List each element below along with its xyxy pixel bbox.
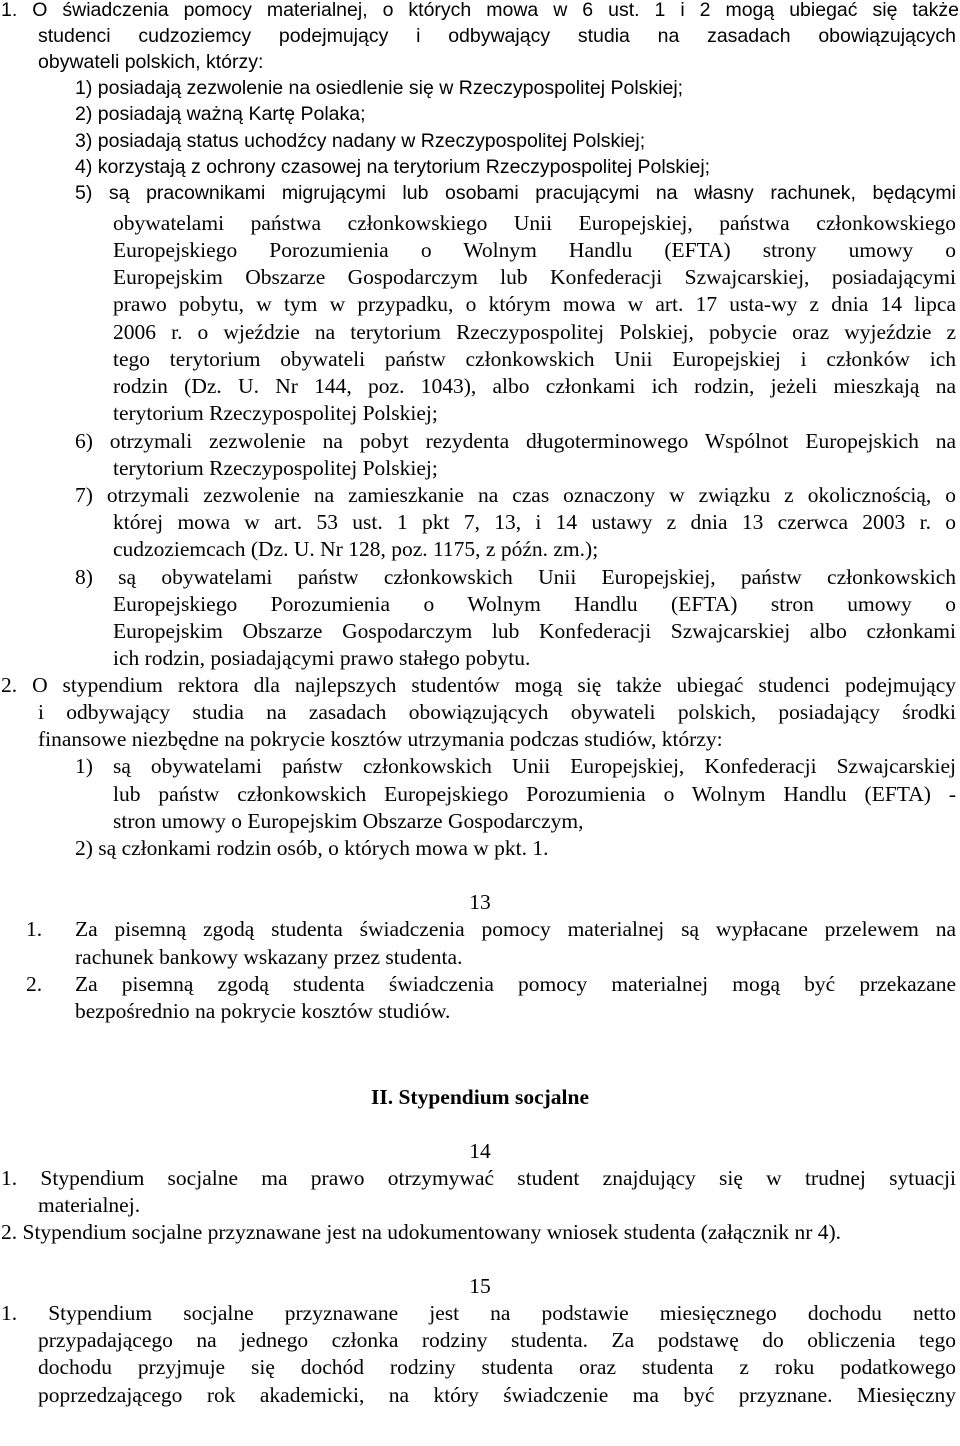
text-line: stron umowy o Europejskim Obszarze Gospodarczym, bbox=[113, 809, 584, 833]
item-number: 2. bbox=[26, 972, 43, 996]
text-line: cudzoziemcach (Dz. U. Nr 128, poz. 1175, z późn. zm.); bbox=[113, 537, 599, 561]
chapter-heading: II. Stypendium socjalne bbox=[370, 1085, 590, 1109]
text-line: poprzedzającego rok akademicki, na który świadczenie ma być przyznane. Miesięczny bbox=[38, 1383, 956, 1407]
text-line: 1. Stypendium socjalne ma prawo otrzymywać student znajdujący się w trudnej sytuacji bbox=[1, 1166, 956, 1190]
text-line: 6) otrzymali zezwolenie na pobyt rezydenta długoterminowego Wspólnot Europejskich na bbox=[75, 429, 956, 453]
section-number: 14 bbox=[469, 1139, 491, 1163]
text-line: Europejskiego Porozumienia o Wolnym Handlu (EFTA) strony umowy o bbox=[113, 238, 956, 262]
text-line: ich rodzin, posiadającymi prawo stałego pobytu. bbox=[113, 646, 531, 670]
text-line: 8) są obywatelami państw członkowskich Unii Europejskiej, państw członkowskich bbox=[75, 565, 956, 589]
text-line: bezpośrednio na pokrycie kosztów studiów. bbox=[75, 999, 451, 1023]
text-line: studenci cudzoziemcy podejmujący i odbywający studia na zasadach obowiązujących bbox=[38, 25, 956, 47]
text-line: rodzin (Dz. U. Nr 144, poz. 1043), albo członkami ich rodzin, jeżeli mieszkają na bbox=[113, 374, 956, 398]
text-line: 3) posiadają status uchodźcy nadany w Rzeczypospolitej Polskiej; bbox=[75, 130, 646, 152]
text-line: 2. O stypendium rektora dla najlepszych studentów mogą się także ubiegać studenci podejmujący bbox=[1, 673, 956, 697]
text-line: 4) korzystają z ochrony czasowej na terytorium Rzeczypospolitej Polskiej; bbox=[75, 156, 711, 178]
text-line: 5) są pracownikami migrującymi lub osobami pracującymi na własny rachunek, będącymi bbox=[75, 182, 956, 204]
text-line: Za pisemną zgodą studenta świadczenia pomocy materialnej mogą być przekazane bbox=[75, 972, 956, 996]
text-line: Europejskim Obszarze Gospodarczym lub Konfederacji Szwajcarskiej, posiadającymi bbox=[113, 265, 956, 289]
text-line: materialnej. bbox=[38, 1193, 141, 1217]
text-line: lub państw członkowskich Europejskiego Porozumienia o Wolnym Handlu (EFTA) - bbox=[113, 782, 956, 806]
text-line: 2) posiadają ważną Kartę Polaka; bbox=[75, 103, 366, 125]
text-line: tego terytorium obywateli państw członkowskich Unii Europejskiej i członków ich bbox=[113, 347, 956, 371]
text-line: terytorium Rzeczypospolitej Polskiej; bbox=[113, 401, 438, 425]
text-line: 2. Stypendium socjalne przyznawane jest na udokumentowany wniosek studenta (załącznik nr 4). bbox=[1, 1220, 842, 1244]
section-number: 15 bbox=[469, 1274, 491, 1298]
text-line: prawo pobytu, w tym w przypadku, o którym mowa w art. 17 usta-wy z dnia 14 lipca bbox=[113, 292, 956, 316]
text-line: finansowe niezbędne na pokrycie kosztów utrzymania podczas studiów, którzy: bbox=[38, 727, 723, 751]
text-line: 2006 r. o wjeździe na terytorium Rzeczypospolitej Polskiej, pobycie oraz wyjeździe z bbox=[113, 320, 956, 344]
text-line: 2) są członkami rodzin osób, o których mowa w pkt. 1. bbox=[75, 836, 549, 860]
text-line: Europejskiego Porozumienia o Wolnym Handlu (EFTA) stron umowy o bbox=[113, 592, 956, 616]
item-number: 1. bbox=[26, 917, 43, 941]
text-line: przypadającego na jednego członka rodziny studenta. Za podstawę do obliczenia tego bbox=[38, 1328, 956, 1352]
text-line: 1. O świadczenia pomocy materialnej, o których mowa w 6 ust. 1 i 2 mogą ubiegać się także bbox=[1, 0, 959, 21]
text-line: 1) posiadają zezwolenie na osiedlenie się w Rzeczypospolitej Polskiej; bbox=[75, 77, 684, 99]
text-line: obywatelami państwa członkowskiego Unii Europejskiej, państwa członkowskiego bbox=[113, 211, 956, 235]
text-line: 1) są obywatelami państw członkowskich Unii Europejskiej, Konfederacji Szwajcarskiej bbox=[75, 754, 956, 778]
text-line: i odbywający studia na zasadach obowiązujących obywateli polskich, posiadający środki bbox=[38, 700, 956, 724]
text-line: Europejskim Obszarze Gospodarczym lub Konfederacji Szwajcarskiej albo członkami bbox=[113, 619, 956, 643]
text-line: której mowa w art. 53 ust. 1 pkt 7, 13, i 14 ustawy z dnia 13 czerwca 2003 r. o bbox=[113, 510, 956, 534]
text-line: rachunek bankowy wskazany przez studenta. bbox=[75, 945, 463, 969]
text-line: 7) otrzymali zezwolenie na zamieszkanie na czas oznaczony w związku z okolicznością, o bbox=[75, 483, 956, 507]
text-line: dochodu przyjmuje się dochód rodziny studenta oraz studenta z roku podatkowego bbox=[38, 1355, 956, 1379]
text-line: obywateli polskich, którzy: bbox=[38, 51, 264, 73]
text-line: Za pisemną zgodą studenta świadczenia pomocy materialnej są wypłacane przelewem na bbox=[75, 917, 956, 941]
text-line: terytorium Rzeczypospolitej Polskiej; bbox=[113, 456, 438, 480]
section-number: 13 bbox=[469, 890, 491, 914]
text-line: 1. Stypendium socjalne przyznawane jest na podstawie miesięcznego dochodu netto bbox=[1, 1301, 956, 1325]
